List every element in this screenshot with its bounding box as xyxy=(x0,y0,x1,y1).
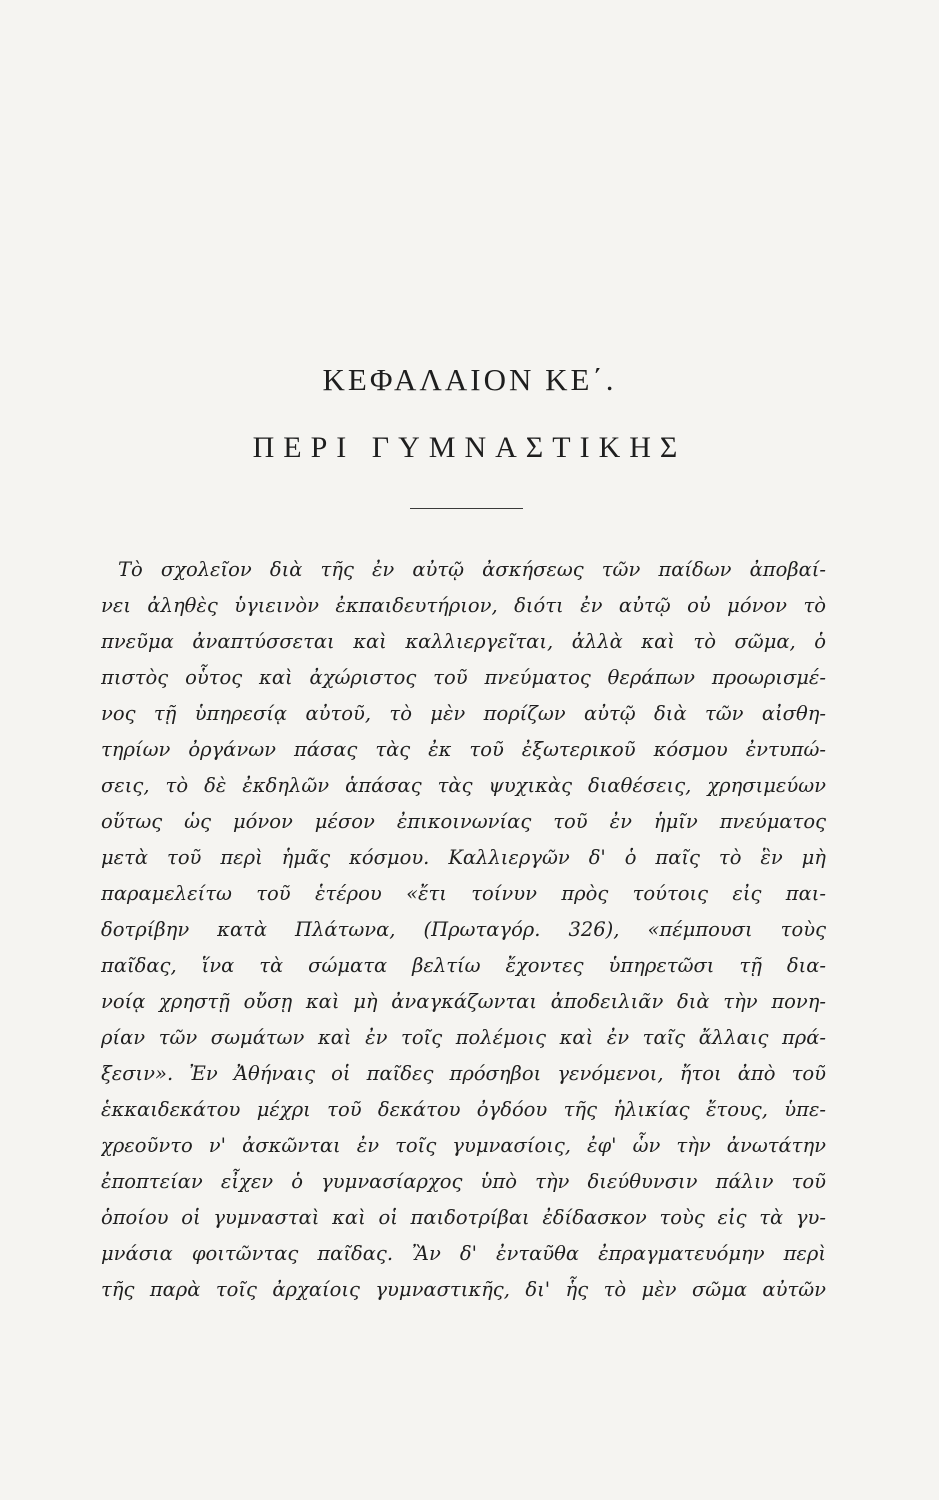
body-paragraph xyxy=(101,552,826,1308)
text-line: νος τῇ ὑπηρεσίᾳ αὐτοῦ, τὸ μὲν πορίζων αὐτῷ διὰ τῶν αἰσθη- xyxy=(101,702,826,725)
text-line: ἐποπτείαν εἶχεν ὁ γυμνασίαρχος ὑπὸ τὴν διεύθυνσιν πάλιν τοῦ xyxy=(101,1170,826,1193)
chapter-number: ΚΕΦΑΛΑΙΟΝ ΚΕ΄. xyxy=(322,362,617,397)
title-divider xyxy=(410,508,523,509)
text-line: νοίᾳ χρηστῇ οὔσῃ καὶ μὴ ἀναγκάζωνται ἀποδειλιᾶν διὰ τὴν πονη- xyxy=(101,990,826,1013)
chapter-title: ΠΕΡΙ ΓΥΜΝΑΣΤΙΚΗΣ xyxy=(252,431,687,464)
text-line: τῆς παρὰ τοῖς ἀρχαίοις γυμναστικῆς, δι' ἧς τὸ μὲν σῶμα αὐτῶν xyxy=(101,1278,826,1301)
text-line: παῖδας, ἵνα τὰ σώματα βελτίω ἔχοντες ὑπηρετῶσι τῇ δια- xyxy=(101,954,826,977)
text-line: ρίαν τῶν σωμάτων καὶ ἐν τοῖς πολέμοις καὶ ἐν ταῖς ἄλλαις πρά- xyxy=(101,1026,826,1049)
text-line: σεις, τὸ δὲ ἐκδηλῶν ἁπάσας τὰς ψυχικὰς διαθέσεις, χρησιμεύων xyxy=(101,774,826,797)
text-line: πνεῦμα ἀναπτύσσεται καὶ καλλιεργεῖται, ἀλλὰ καὶ τὸ σῶμα, ὁ xyxy=(101,630,826,653)
text-line: τηρίων ὀργάνων πάσας τὰς ἐκ τοῦ ἐξωτερικοῦ κόσμου ἐντυπώ- xyxy=(101,738,826,761)
text-line: δοτρίβην κατὰ Πλάτωνα, (Πρωταγόρ. 326), «πέμπουσι τοὺς xyxy=(101,918,826,941)
text-line: μνάσια φοιτῶντας παῖδας. Ἂν δ' ἐνταῦθα ἐπραγματευόμην περὶ xyxy=(101,1242,826,1265)
text-line: ξεσιν». Ἐν Ἀθήναις οἱ παῖδες πρόσηβοι γενόμενοι, ἤτοι ἀπὸ τοῦ xyxy=(101,1062,826,1085)
text-line: πιστὸς οὗτος καὶ ἀχώριστος τοῦ πνεύματος θεράπων προωρισμέ- xyxy=(101,666,826,689)
text-line: παραμελείτω τοῦ ἑτέρου «ἔτι τοίνυν πρὸς τούτοις εἰς παι- xyxy=(101,882,826,905)
text-line: νει ἀληθὲς ὑγιεινὸν ἐκπαιδευτήριον, διότι ἐν αὐτῷ οὐ μόνον τὸ xyxy=(101,594,826,617)
text-line: οὕτως ὡς μόνον μέσον ἐπικοινωνίας τοῦ ἐν ἡμῖν πνεύματος xyxy=(101,810,826,833)
text-line: μετὰ τοῦ περὶ ἡμᾶς κόσμου. Καλλιεργῶν δ' ὁ παῖς τὸ ἓν μὴ xyxy=(101,846,826,869)
text-line: ἑκκαιδεκάτου μέχρι τοῦ δεκάτου ὀγδόου τῆς ἡλικίας ἔτους, ὑπε- xyxy=(101,1098,826,1121)
text-line: Τὸ σχολεῖον διὰ τῆς ἐν αὐτῷ ἀσκήσεως τῶν παίδων ἀποβαί- xyxy=(118,558,826,581)
text-line: χρεοῦντο ν' ἀσκῶνται ἐν τοῖς γυμνασίοις, ἐφ' ὧν τὴν ἀνωτάτην xyxy=(101,1134,826,1157)
text-line: ὁποίου οἱ γυμνασταὶ καὶ οἱ παιδοτρίβαι ἐδίδασκον τοὺς εἰς τὰ γυ- xyxy=(101,1206,826,1229)
